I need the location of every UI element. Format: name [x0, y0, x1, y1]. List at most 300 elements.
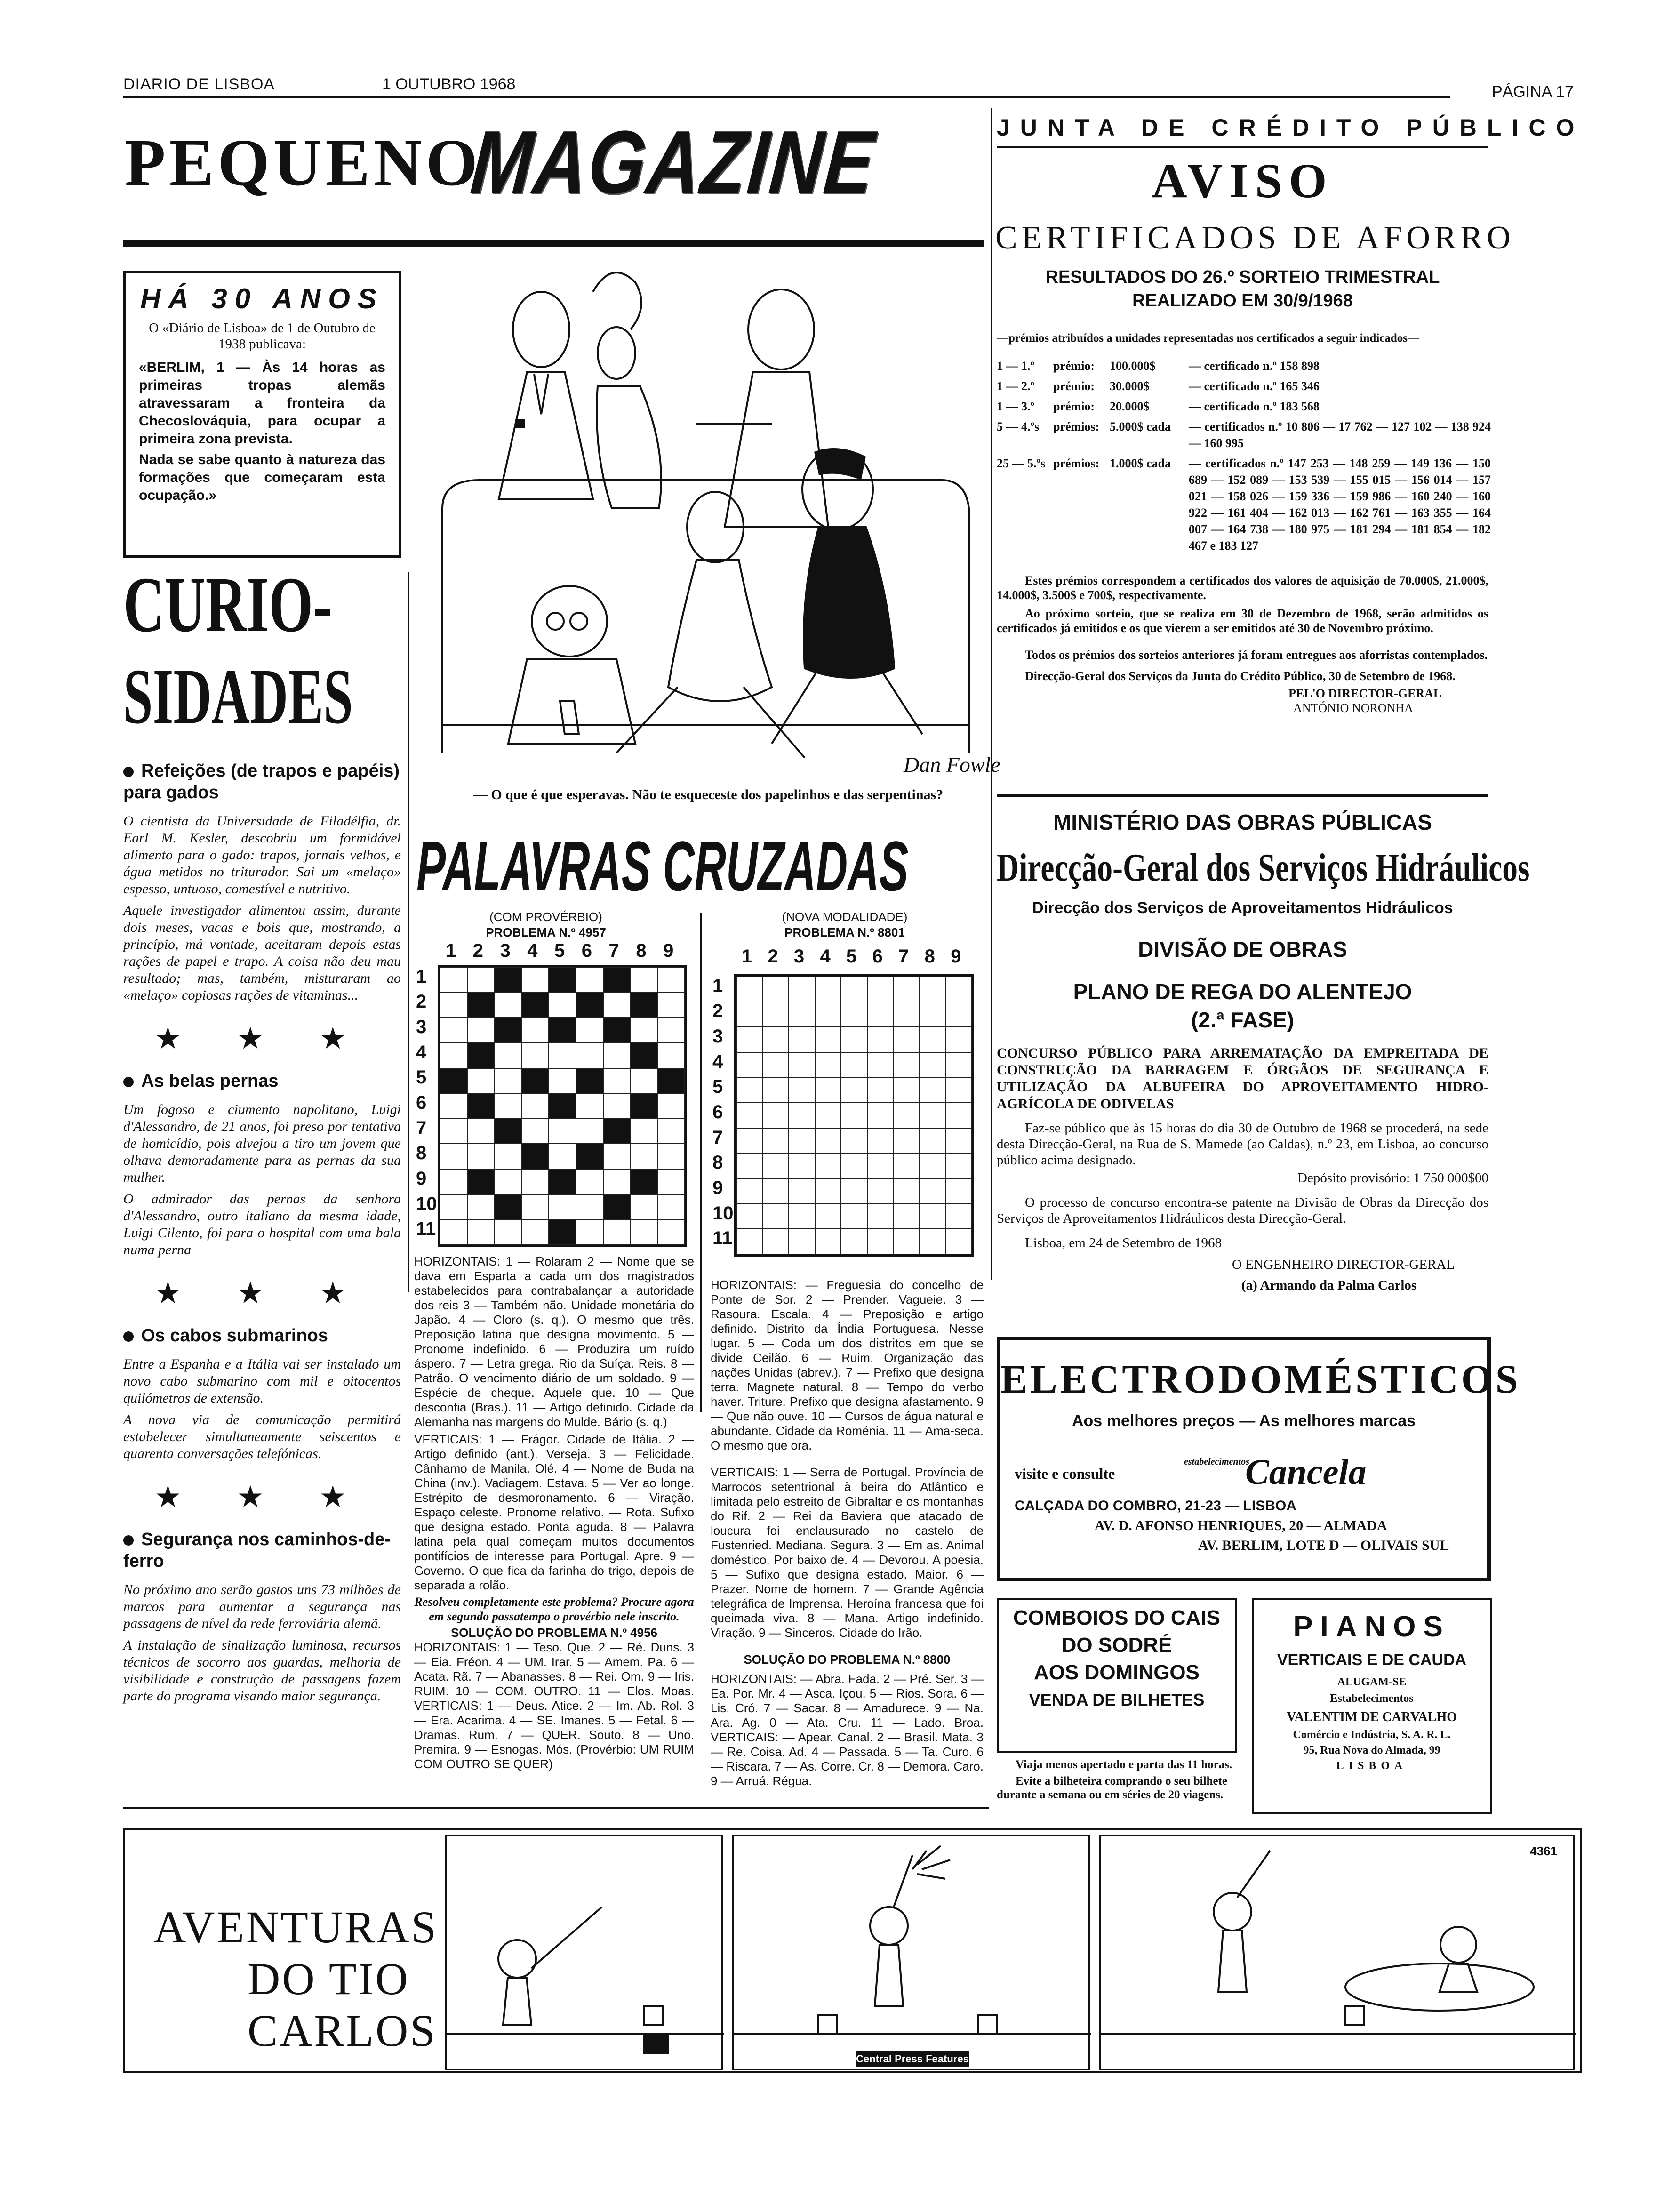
- pianos-ad: [1252, 1598, 1492, 1814]
- crossword-left-solution: HORIZONTAIS: 1 — Teso. Que. 2 — Ré. Duns. 3 — Eia. Fréon. 4 — UM. Irar. 5 — Amem. Pa. 6 — Acata. Rã. 7 — Abanasses. 8 — Rei. Om. 9 — Iris. RUIM. 10 — COM. OUTRO. 11 — Elos. Moas. VERTICAIS: 1 — Deus. Atice. 2 — Im. Ab. Rol. 3 — Era. Acarima. 4 — SE. Imanes. 5 — Fetal. 6 — Dramas. Rum. 7 — QUER. Souto. 8 — Uno. Premira. 9 — Esnogas. Mós. (Provérbio: UM RUIM COM OUTRO SE QUER): [414, 1640, 694, 1771]
- crossword-title-text: PALAVRAS CRUZADAS: [416, 826, 909, 906]
- crossword-cell: [736, 977, 763, 1002]
- crossword-cell: [657, 1018, 685, 1043]
- crossword-black-cell: [657, 1068, 685, 1094]
- crossword-black-cell: [603, 967, 631, 993]
- curiosidade-4-p1: No próximo ano serão gastos uns 73 milhões de marcos para aumentar a segurança nas passagens de nível da rede ferroviária alemã.: [123, 1582, 401, 1631]
- pianos-city: LISBOA: [1336, 1760, 1408, 1772]
- crossword-col-number: 3: [500, 940, 511, 961]
- comboios-title-2: DO SODRÉ: [1061, 1634, 1172, 1657]
- crossword-cell: [495, 1093, 522, 1119]
- crossword-black-cell: [576, 1144, 603, 1169]
- obras-body: [997, 1120, 1488, 1293]
- curiosidade-4-heading-text: Segurança nos caminhos-de-ferro: [123, 1530, 391, 1571]
- curiosidades-column: [123, 760, 401, 1709]
- ha30anos-title: HÁ 30 ANOS: [140, 283, 384, 314]
- stars-divider-2: ★ ★ ★: [154, 1276, 370, 1310]
- crossword-col-number: 1: [445, 940, 456, 961]
- crossword-cell: [736, 1103, 763, 1128]
- crossword-cell: [867, 1103, 894, 1128]
- crossword-cell: [657, 1043, 685, 1068]
- crossword-cell: [440, 967, 467, 993]
- crossword-row-number: 2: [416, 991, 427, 1012]
- crossword-col-number: 7: [898, 946, 909, 967]
- crossword-cell: [945, 1103, 972, 1128]
- crossword-cell: [815, 1103, 841, 1128]
- crossword-cell: [467, 1144, 495, 1169]
- junta-prize-label: prémios:: [1053, 420, 1100, 433]
- crossword-col-number: 9: [663, 940, 674, 961]
- crossword-left-solution-title: SOLUÇÃO DO PROBLEMA N.º 4956: [450, 1626, 658, 1640]
- comboios-p1: Viaja menos apertado e parta das 11 horas.: [1016, 1758, 1232, 1771]
- crossword-cell: [576, 1119, 603, 1144]
- crossword-col-number: 7: [608, 940, 619, 961]
- crossword-cell: [920, 1178, 946, 1204]
- crossword-cell: [603, 993, 631, 1018]
- crossword-black-cell: [549, 1093, 576, 1119]
- crossword-cell: [815, 1153, 841, 1178]
- crossword-cell: [467, 1219, 495, 1245]
- crossword-cell: [549, 1194, 576, 1220]
- crossword-col-number: 9: [951, 946, 961, 967]
- crossword-cell: [630, 1018, 657, 1043]
- junta-prize-range: 1 — 3.º: [997, 400, 1035, 413]
- crossword-cell: [763, 1078, 789, 1103]
- crossword-cell: [763, 1229, 789, 1254]
- crossword-cell: [736, 1078, 763, 1103]
- crossword-black-cell: [549, 1169, 576, 1194]
- crossword-left-clues: [414, 1254, 694, 1771]
- crossword-black-cell: [440, 1068, 467, 1094]
- crossword-black-cell: [495, 1119, 522, 1144]
- crossword-cell: [893, 1078, 920, 1103]
- junta-prize-detail: — certificados n.º 147 253 — 148 259 — 149 136 — 150 689 — 152 089 — 153 539 — 155 015 — 156 014 — 157 021 — 158 026 — 159 336 — 159 986 — 160 240 — 160 922 — 161 404 — 162 013 — 162 761 — 163 355 — 164 007 — 164 738 — 180 975 — 181 294 — 181 854 — 182 467 e 183 127: [1189, 457, 1491, 553]
- crossword-cell: [576, 1219, 603, 1245]
- crossword-cell: [789, 1153, 815, 1178]
- crossword-cell: [920, 1002, 946, 1027]
- crossword-row-number: 9: [416, 1168, 427, 1189]
- ha30anos-quote-2: Nada se sabe quanto à natureza das formações que começaram esta ocupação.»: [139, 452, 385, 503]
- obras-sig-2: (a) Armando da Palma Carlos: [1241, 1278, 1417, 1293]
- crossword-cell: [841, 1027, 867, 1052]
- crossword-cell: [945, 1204, 972, 1229]
- party-cartoon: [414, 264, 1000, 786]
- crossword-cell: [657, 1169, 685, 1194]
- tio-carlos-credit: Central Press Features: [856, 2053, 969, 2065]
- ha30anos-intro: O «Diário de Lisboa» de 1 de Outubro de 1938 publicava:: [149, 321, 376, 352]
- crossword-cell: [815, 1027, 841, 1052]
- obras-sig-1: O ENGENHEIRO DIRECTOR-GERAL: [1232, 1257, 1455, 1272]
- junta-rule: [997, 146, 1488, 148]
- crossword-cell: [815, 977, 841, 1002]
- comboios-p2: Evite a bilheteira comprando o seu bilhete durante a semana ou em séries de 20 viagens.: [997, 1775, 1227, 1801]
- crossword-cell: [576, 1043, 603, 1068]
- crossword-cell: [549, 993, 576, 1018]
- crossword-cell: [841, 1002, 867, 1027]
- crossword-cell: [893, 1153, 920, 1178]
- crossword-row-number: 1: [712, 975, 723, 996]
- stars-divider-3: ★ ★ ★: [154, 1480, 370, 1514]
- junta-prize-row: [997, 398, 1491, 415]
- crossword-cell: [440, 1043, 467, 1068]
- junta-notes: [997, 573, 1488, 715]
- crossword-cell: [736, 1204, 763, 1229]
- junta-prize-detail: — certificado n.º 165 346: [1189, 379, 1320, 393]
- crossword-cell: [549, 1119, 576, 1144]
- crossword-cell: [841, 1178, 867, 1204]
- crossword-cell: [495, 1169, 522, 1194]
- electro-estab: estabelecimentos: [1184, 1457, 1249, 1467]
- crossword-cell: [867, 1128, 894, 1154]
- junta-certificados: CERTIFICADOS DE AFORRO: [995, 220, 1515, 256]
- crossword-row-number: 3: [712, 1026, 723, 1047]
- crossword-cell: [841, 977, 867, 1002]
- crossword-cell: [549, 1144, 576, 1169]
- crossword-right-horizontais: HORIZONTAIS: — Freguesia do concelho de Ponte de Sor. 2 — Prender. Vagueie. 3 — Rasoura. Escala. 4 — Preposição e artigo definido. Distrito da Índia Portuguesa. Nesse lugar. 5 — Coda um dos distritos em que se divide Ceilão. 6 — Ruim. Organização das nações Unidas (abrev.). 7 — Prefixo que designa terra. Magnete natural. 8 — Tempo do verbo haver. Triture. Prefixo que designa afastamento. 9 — Que não ouve. 10 — Cursos de água natural e abundante. Cidade da Roménia. 11 — Ama-seca. O mesmo que ora.: [711, 1278, 984, 1452]
- junta-p2: Ao próximo sorteio, que se realiza em 30 de Dezembro de 1968, serão admitidos os certificados já emitidos e os que vierem a ser emitidos até 30 de Novembro próximo.: [997, 607, 1488, 635]
- crossword-col-number: 5: [554, 940, 565, 961]
- party-cartoon-caption: — O que é que esperavas. Não te esqueceste dos papelinhos e das serpentinas?: [473, 787, 944, 802]
- crossword-cell: [945, 1128, 972, 1154]
- junta-prize-label: prémio:: [1053, 379, 1095, 393]
- obras-divisao: DIVISÃO DE OBRAS: [1138, 937, 1347, 962]
- crossword-cell: [945, 977, 972, 1002]
- crossword-cell: [789, 1178, 815, 1204]
- crossword-cell: [657, 967, 685, 993]
- crossword-left-note: Resolveu completamente este problema? Procure agora em segundo passatempo o provérbio nele inscrito.: [414, 1595, 694, 1623]
- crossword-cell: [920, 1153, 946, 1178]
- junta-premios-intro: —prémios atribuídos a unidades representadas nos certificados a seguir indicados—: [997, 332, 1419, 345]
- electro-ad: [997, 1337, 1521, 1581]
- junta-prize-value: 30.000$: [1110, 379, 1150, 393]
- tio-carlos-title-1: AVENTURAS: [153, 1902, 438, 1952]
- bullet-icon: [123, 1077, 134, 1087]
- crossword-cell: [945, 1078, 972, 1103]
- crossword-cell: [576, 1093, 603, 1119]
- crossword-col-number: 6: [872, 946, 883, 967]
- crossword-cell: [657, 1194, 685, 1220]
- crossword-black-cell: [549, 1018, 576, 1043]
- crossword-cell: [521, 1119, 549, 1144]
- curiosidades-title-2: SIDADES: [123, 653, 353, 740]
- crossword-cell: [815, 1002, 841, 1027]
- junta-prize-range: 25 — 5.ºs: [997, 457, 1046, 470]
- electro-addr-3: AV. BERLIM, LOTE D — OLIVAIS SUL: [1198, 1538, 1449, 1553]
- crossword-cell: [789, 1078, 815, 1103]
- tio-carlos-title-3: CARLOS: [248, 2005, 437, 2056]
- crossword-cell: [841, 1052, 867, 1078]
- masthead-rule: [123, 240, 984, 247]
- crossword-cell: [763, 1128, 789, 1154]
- crossword-cell: [467, 1018, 495, 1043]
- crossword-cell: [841, 1128, 867, 1154]
- crossword-cell: [521, 1169, 549, 1194]
- crossword-cell: [945, 1052, 972, 1078]
- pianos-estab: Estabelecimentos: [1330, 1692, 1414, 1705]
- crossword-row-number: 2: [712, 1001, 723, 1022]
- curiosidade-4-heading: [123, 1529, 401, 1572]
- crossword-row-number: 5: [712, 1076, 723, 1098]
- junta-prize-value: 20.000$: [1110, 400, 1150, 413]
- crossword-cell: [841, 1153, 867, 1178]
- electro-slogan: Aos melhores preços — As melhores marcas: [1072, 1412, 1416, 1430]
- tio-carlos-panel-3-drawing: [1101, 1836, 1576, 2072]
- crossword-right-solution: HORIZONTAIS: — Abra. Fada. 2 — Pré. Ser. 3 — Ea. Por. Mr. 4 — Asca. Içou. 5 — Rios. Sora. 6 — Lis. Cró. 7 — Sacar. 8 — Amadurece. 9 — Na. Ara. Ag. 0 — Ata. Cru. 11 — Lado. Broa. VERTICAIS: — Apear. Canal. 2 — Brasil. Mata. 3 — Re. Coisa. Ad. 4 — Passada. 5 — Ta. Curo. 6 — Riscara. 7 — As. Corre. Cr. 8 — Demora. Caro. 9 — Arruá. Régua.: [711, 1672, 984, 1788]
- pianos-line-2: 95, Rua Nova do Almada, 99: [1303, 1744, 1440, 1756]
- crossword-black-cell: [521, 1144, 549, 1169]
- obras-date: Lisboa, em 24 de Setembro de 1968: [1025, 1235, 1222, 1250]
- junta-prize-label: prémios:: [1053, 457, 1100, 470]
- crossword-col-number: 2: [768, 946, 778, 967]
- crossword-black-cell: [630, 1169, 657, 1194]
- obras-sub: Direcção dos Serviços de Aproveitamentos Hidráulicos: [1032, 899, 1453, 917]
- crossword-left-row-numbers: [414, 965, 437, 1247]
- crossword-cell: [945, 1178, 972, 1204]
- crossword-black-cell: [467, 993, 495, 1018]
- junta-p1: Estes prémios correspondem a certificados dos valores de aquisição de 70.000$, 21.000$, 14.000$, 3.500$ e 700$, respectivamente.: [997, 574, 1488, 602]
- crossword-cell: [893, 1178, 920, 1204]
- crossword-black-cell: [576, 1068, 603, 1094]
- crossword-row-number: 6: [416, 1092, 427, 1113]
- junta-prize-range: 1 — 1.º: [997, 359, 1035, 373]
- crossword-row-number: 7: [416, 1117, 427, 1138]
- crossword-cell: [763, 1153, 789, 1178]
- crossword-cell: [815, 1204, 841, 1229]
- crossword-black-cell: [495, 1194, 522, 1220]
- crossword-cell: [521, 1018, 549, 1043]
- tio-carlos-title-2: DO TIO: [248, 1954, 410, 2004]
- crossword-cell: [440, 1119, 467, 1144]
- junta-prize-table: [997, 358, 1491, 558]
- junta-prize-row: [997, 358, 1491, 374]
- junta-prize-range: 1 — 2.º: [997, 379, 1035, 393]
- crossword-black-cell: [521, 1068, 549, 1094]
- cartoon-signature: Dan Fowle: [904, 753, 1000, 777]
- crossword-right-solution-title: SOLUÇÃO DO PROBLEMA N.º 8800: [744, 1652, 951, 1667]
- crossword-cell: [920, 1103, 946, 1128]
- crossword-cell: [467, 967, 495, 993]
- tio-carlos-strip: [123, 1828, 1582, 2073]
- tio-carlos-number: 4361: [1530, 1844, 1557, 1858]
- crossword-cell: [841, 1229, 867, 1254]
- obras-concurso: CONCURSO PÚBLICO PARA ARREMATAÇÃO DA EMPREITADA DE CONSTRUÇÃO DA BARRAGEM E ÓRGÃOS DE SEGURANÇA E UTILIZAÇÃO DA ALBUFEIRA DO APROVEITAMENTO HIDRO-AGRÍCOLA DE ODIVELAS: [997, 1045, 1488, 1112]
- crossword-cell: [603, 1093, 631, 1119]
- curiosidade-3-p1: Entre a Espanha e a Itália vai ser instalado um novo cabo submarino com mil e oitocentos quilómetros de extensão.: [123, 1356, 401, 1406]
- crossword-left-col-numbers: [438, 940, 687, 963]
- crossword-black-cell: [603, 1119, 631, 1144]
- crossword-black-cell: [549, 967, 576, 993]
- junta-prize-row: [997, 418, 1491, 451]
- crossword-title: [416, 826, 986, 908]
- crossword-row-number: 11: [712, 1228, 733, 1249]
- crossword-cell: [576, 1018, 603, 1043]
- curiosidade-1-heading: [123, 760, 401, 803]
- crossword-cell: [893, 1128, 920, 1154]
- pianos-sub: VERTICAIS E DE CAUDA: [1277, 1651, 1467, 1669]
- crossword-row-number: 8: [416, 1143, 427, 1164]
- crossword-cell: [630, 1119, 657, 1144]
- crossword-cell: [603, 1068, 631, 1094]
- crossword-cell: [521, 967, 549, 993]
- pianos-alugam: ALUGAM-SE: [1337, 1676, 1407, 1688]
- crossword-cell: [815, 1229, 841, 1254]
- crossword-cell: [657, 993, 685, 1018]
- crossword-col-number: 6: [581, 940, 592, 961]
- crossword-cell: [867, 1002, 894, 1027]
- crossword-cell: [867, 1229, 894, 1254]
- crossword-cell: [789, 1103, 815, 1128]
- crossword-cell: [893, 977, 920, 1002]
- newspaper-date: 1 OUTUBRO 1968: [382, 75, 516, 93]
- tio-carlos-panel-1: [445, 1835, 723, 2070]
- crossword-cell: [893, 1052, 920, 1078]
- crossword-black-cell: [467, 1043, 495, 1068]
- junta-prize-value: 1.000$ cada: [1110, 457, 1171, 470]
- crossword-right-number: PROBLEMA N.º 8801: [784, 925, 905, 939]
- bottom-section-rule: [123, 1807, 989, 1809]
- crossword-cell: [603, 1219, 631, 1245]
- crossword-cell: [867, 1153, 894, 1178]
- crossword-cell: [763, 1052, 789, 1078]
- crossword-col-number: 2: [472, 940, 483, 961]
- crossword-cell: [495, 1144, 522, 1169]
- crossword-row-number: 11: [416, 1218, 436, 1240]
- crossword-cell: [815, 1052, 841, 1078]
- curiosidade-3-heading-text: Os cabos submarinos: [141, 1326, 328, 1346]
- crossword-cell: [521, 1093, 549, 1119]
- tio-carlos-panel-2: [732, 1835, 1090, 2070]
- crossword-row-number: 4: [416, 1042, 427, 1063]
- crossword-cell: [893, 1027, 920, 1052]
- crossword-cell: [736, 1027, 763, 1052]
- crossword-cell: [440, 1219, 467, 1245]
- junta-sig-2: ANTÓNIO NORONHA: [1293, 701, 1413, 715]
- crossword-cell: [789, 1128, 815, 1154]
- crossword-left-grid: [438, 965, 687, 1247]
- junta-p4: Direcção-Geral dos Serviços da Junta do Crédito Público, 30 de Setembro de 1968.: [1025, 669, 1456, 683]
- crossword-black-cell: [549, 1219, 576, 1245]
- crossword-black-cell: [630, 1043, 657, 1068]
- electro-brand-row: [1000, 1437, 1487, 1493]
- newspaper-name: DIARIO DE LISBOA: [123, 75, 275, 93]
- junta-prize-label: prémio:: [1053, 359, 1095, 373]
- crossword-col-number: 5: [846, 946, 857, 967]
- crossword-divider: [700, 913, 702, 1412]
- crossword-cell: [736, 1052, 763, 1078]
- crossword-cell: [440, 1018, 467, 1043]
- crossword-cell: [789, 1027, 815, 1052]
- masthead-magazine: [467, 112, 969, 212]
- crossword-cell: [841, 1204, 867, 1229]
- crossword-cell: [603, 1144, 631, 1169]
- junta-prize-detail: — certificados n.º 10 806 — 17 762 — 127 102 — 138 924 — 160 995: [1189, 420, 1491, 450]
- crossword-row-number: 1: [416, 966, 427, 987]
- stars-divider-1: ★ ★ ★: [154, 1021, 370, 1055]
- junta-prize-label: prémio:: [1053, 400, 1095, 413]
- crossword-cell: [867, 1078, 894, 1103]
- party-cartoon-drawing: [414, 264, 1000, 786]
- crossword-cell: [763, 1103, 789, 1128]
- crossword-cell: [920, 1229, 946, 1254]
- crossword-col-number: 1: [741, 946, 752, 967]
- electro-addr-2: AV. D. AFONSO HENRIQUES, 20 — ALMADA: [1095, 1518, 1387, 1533]
- crossword-row-number: 7: [712, 1127, 723, 1148]
- junta-prize-range: 5 — 4.ºs: [997, 420, 1040, 433]
- crossword-cell: [736, 1128, 763, 1154]
- crossword-cell: [945, 1153, 972, 1178]
- crossword-cell: [630, 967, 657, 993]
- crossword-col-number: 4: [527, 940, 538, 961]
- crossword-cell: [920, 1052, 946, 1078]
- crossword-cell: [576, 1169, 603, 1194]
- column-divider-right: [991, 108, 992, 1280]
- crossword-left-horizontais: HORIZONTAIS: 1 — Rolaram 2 — Nome que se dava em Esparta a cada um dos magistrados estabelecidos para contrabalançar a autoridade dos reis 3 — Também não. Unidade monetária do Japão. 4 — Cloro (s. q.). O mesmo que três. Preposição latina que designa movimento. 5 — Pronome indefinido. 6 — Produzira um ruído áspero. 7 — Letra grega. Rio da Suíça. Reis. 8 — Patrão. O vencimento diário de um soldado. 9 — Espécie de cheque. Aquele que. 10 — Que desconfia (Bras.). 11 — Artigo definido. Cidade da Alemanha nas margens do Mulde. Bário (s. q.): [414, 1254, 694, 1429]
- curiosidade-3-p2: A nova via de comunicação permitirá estabelecer simultaneamente seiscentos e quarenta conversações telefónicas.: [123, 1412, 401, 1461]
- crossword-black-cell: [495, 967, 522, 993]
- ha30anos-quote: «BERLIM, 1 — Às 14 horas as primeiras tropas alemãs atravessaram a fronteira da Checoslováquia, para ocupar a primeira zona prevista.: [139, 360, 385, 447]
- crossword-col-number: 8: [636, 940, 647, 961]
- obras-deposito: Depósito provisório: 1 750 000$00: [1297, 1170, 1488, 1186]
- crossword-black-cell: [576, 993, 603, 1018]
- crossword-col-number: 3: [793, 946, 805, 967]
- junta-p3: Todos os prémios dos sorteios anteriores já foram entregues aos aforristas contemplados.: [1025, 648, 1488, 662]
- crossword-row-number: 5: [416, 1067, 427, 1088]
- crossword-black-cell: [630, 993, 657, 1018]
- crossword-cell: [789, 1002, 815, 1027]
- crossword-black-cell: [467, 1093, 495, 1119]
- crossword-row-number: 6: [712, 1102, 723, 1122]
- obras-plano-1: PLANO DE REGA DO ALENTEJO: [1073, 979, 1412, 1004]
- crossword-cell: [495, 1219, 522, 1245]
- crossword-cell: [521, 1219, 549, 1245]
- crossword-cell: [841, 1103, 867, 1128]
- crossword-cell: [657, 1119, 685, 1144]
- obras-ministerio: MINISTÉRIO DAS OBRAS PÚBLICAS: [1053, 810, 1432, 834]
- curiosidades-title-1: CURIO-: [123, 561, 332, 649]
- crossword-right-row-numbers: [711, 974, 733, 1257]
- crossword-cell: [815, 1128, 841, 1154]
- crossword-cell: [789, 977, 815, 1002]
- crossword-left-number: PROBLEMA N.º 4957: [486, 925, 606, 939]
- obras-direccao-text: Direcção-Geral dos Serviços Hidráulicos: [997, 846, 1530, 890]
- electro-brand: Cancela: [1245, 1452, 1367, 1492]
- masthead-magazine-text: MAGAZINE: [467, 112, 880, 212]
- crossword-cell: [576, 967, 603, 993]
- crossword-black-cell: [495, 1018, 522, 1043]
- bullet-icon: [123, 1535, 134, 1546]
- crossword-cell: [815, 1178, 841, 1204]
- junta-title: JUNTA DE CRÉDITO PÚBLICO: [997, 114, 1585, 141]
- tio-carlos-panel-1-drawing: [447, 1836, 724, 2072]
- crossword-right-grid: [734, 974, 974, 1257]
- crossword-cell: [603, 1043, 631, 1068]
- comboios-venda: VENDA DE BILHETES: [1029, 1690, 1205, 1709]
- crossword-cell: [630, 1194, 657, 1220]
- crossword-cell: [867, 1027, 894, 1052]
- crossword-cell: [440, 1169, 467, 1194]
- crossword-cell: [841, 1078, 867, 1103]
- junta-bottom-rule: [997, 794, 1488, 797]
- crossword-cell: [920, 977, 946, 1002]
- curiosidade-2-p1: Um fogoso e ciumento napolitano, Luigi d'Alessandro, de 21 anos, foi preso por tentativa de homicídio, pois alvejou a tiro um jovem que olhava demoradamente para as pernas da sua mulher.: [123, 1102, 401, 1185]
- crossword-right-verticais: VERTICAIS: 1 — Serra de Portugal. Província de Marrocos setentrional à beira do Atlântico e limitada pelo estreito de Gibraltar e os montanhas do Rif. 2 — Rei da Baviera que atacado de loucura foi enclausurado no castelo de Fustenried. Mediana. Segura. 3 — Em as. Animal doméstico. Por baixo de. 4 — Devorou. A poesia. 5 — Sufixo que designa estado. Maior. 6 — Prazer. Nome de homem. 7 — Grande Agência telegráfica de Imprensa. Heroína francesa que foi queimada viva. 8 — Mana. Artigo indefinido. Viração. 9 — Sinceros. Cidade do Irão.: [711, 1465, 984, 1640]
- obras-p1: Faz-se público que às 15 horas do dia 30 de Outubro de 1968 se procederá, na sede desta Direcção-Geral, na Rua de S. Mamede (ao Caldas), n.º 23, em Lisboa, ao concurso público acima designado.: [997, 1121, 1488, 1168]
- comboios-text: [997, 1758, 1237, 1802]
- bullet-icon: [123, 767, 134, 777]
- junta-prize-detail: — certificado n.º 183 568: [1189, 400, 1320, 413]
- crossword-cell: [867, 1052, 894, 1078]
- curiosidade-2-heading: [123, 1070, 401, 1092]
